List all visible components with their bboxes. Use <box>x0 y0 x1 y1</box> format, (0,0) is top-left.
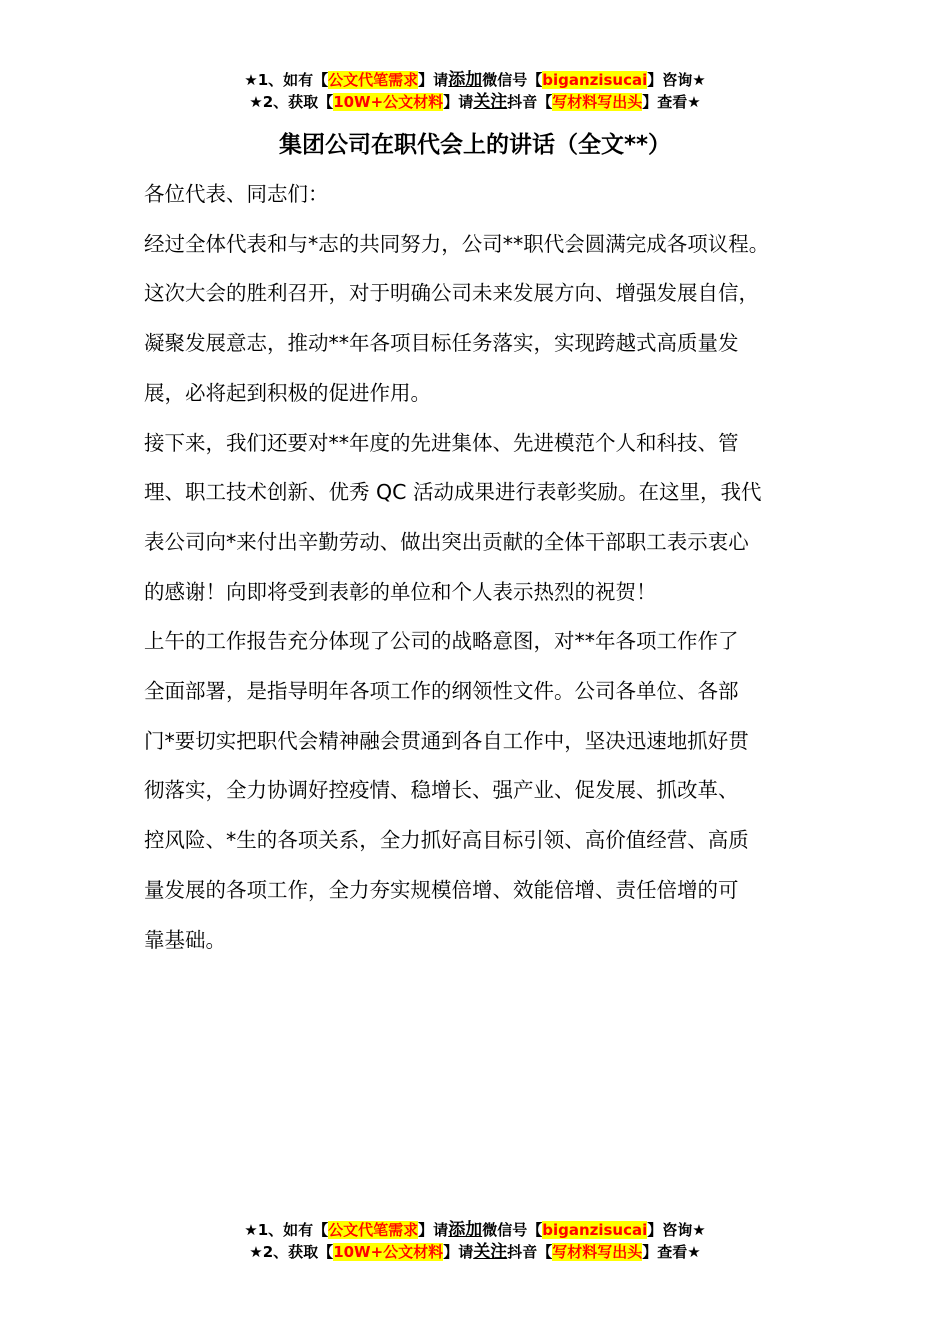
body-line: 经过全体代表和与*志的共同努力，公司**职代会圆满完成各项议程。 <box>144 231 770 256</box>
promo-highlight: 公文代笔需求 <box>328 71 419 89</box>
promo-text: 】咨询★ <box>647 71 706 89</box>
promo-highlight: 公文代笔需求 <box>328 1221 419 1239</box>
body-line: 全面部署，是指导明年各项工作的纲领性文件。公司各单位、各部 <box>144 679 739 704</box>
document-body <box>144 170 834 965</box>
body-line: 这次大会的胜利召开，对于明确公司未来发展方向、增强发展自信， <box>144 281 759 306</box>
promo-underlined: 添加 <box>448 70 483 90</box>
promo-underlined: 添加 <box>448 1220 483 1240</box>
promo-text: 】查看★ <box>642 1243 701 1261</box>
promo-text: 抖音【 <box>507 93 553 111</box>
body-line: 展，必将起到积极的促进作用。 <box>144 380 431 405</box>
body-line: 量发展的各项工作，全力夯实规模倍增、效能倍增、责任倍增的可 <box>144 877 739 902</box>
promo-underlined: 关注 <box>473 1242 508 1262</box>
body-line: 靠基础。 <box>144 927 226 952</box>
promo-text: 】请 <box>443 93 474 111</box>
promo-text: ★2、获取【 <box>249 1243 334 1261</box>
promo-text: ★1、如有【 <box>244 1221 329 1239</box>
promo-line-2 <box>0 1241 950 1263</box>
promo-highlight: 10W+公文材料 <box>333 93 444 111</box>
body-line: 的感谢！向即将受到表彰的单位和个人表示热烈的祝贺！ <box>144 579 657 604</box>
body-line: 上午的工作报告充分体现了公司的战略意图，对**年各项工作作了 <box>144 629 739 654</box>
promo-line-1 <box>0 69 950 91</box>
promo-text: 】咨询★ <box>647 1221 706 1239</box>
promo-line-1 <box>0 1219 950 1241</box>
promo-highlight: 写材料写出头 <box>552 1243 643 1261</box>
promo-text: 抖音【 <box>507 1243 553 1261</box>
promo-text: ★2、获取【 <box>249 93 334 111</box>
promo-text: ★1、如有【 <box>244 71 329 89</box>
body-line: 接下来，我们还要对**年度的先进集体、先进模范个人和科技、管 <box>144 430 739 455</box>
promo-text: 微信号【 <box>482 71 543 89</box>
footer-promo-banner <box>0 1219 950 1263</box>
header-promo-banner <box>0 69 950 113</box>
body-line: 理、职工技术创新、优秀 QC 活动成果进行表彰奖励。在这里，我代 <box>144 480 762 505</box>
promo-text: 微信号【 <box>482 1221 543 1239</box>
document-title: 集团公司在职代会上的讲话（全文**） <box>278 132 672 158</box>
promo-highlight: biganzisucai <box>542 71 648 89</box>
body-line: 各位代表、同志们： <box>144 182 329 206</box>
promo-line-2 <box>0 91 950 113</box>
body-line: 控风险、*生的各项关系，全力抓好高目标引领、高价值经营、高质 <box>144 828 749 853</box>
body-line: 表公司向*来付出辛勤劳动、做出突出贡献的全体干部职工表示衷心 <box>144 529 749 554</box>
promo-text: 】请 <box>418 1221 449 1239</box>
promo-text: 】查看★ <box>642 93 701 111</box>
body-line: 凝聚发展意志，推动**年各项目标任务落实，实现跨越式高质量发 <box>144 331 739 356</box>
body-line: 门*要切实把职代会精神融会贯通到各自工作中，坚决迅速地抓好贯 <box>144 728 749 753</box>
promo-highlight: biganzisucai <box>542 1221 648 1239</box>
promo-highlight: 写材料写出头 <box>552 93 643 111</box>
body-line: 彻落实，全力协调好控疫情、稳增长、强产业、促发展、抓改革、 <box>144 778 739 803</box>
promo-text: 】请 <box>443 1243 474 1261</box>
promo-highlight: 10W+公文材料 <box>333 1243 444 1261</box>
promo-text: 】请 <box>418 71 449 89</box>
promo-underlined: 关注 <box>473 92 508 112</box>
